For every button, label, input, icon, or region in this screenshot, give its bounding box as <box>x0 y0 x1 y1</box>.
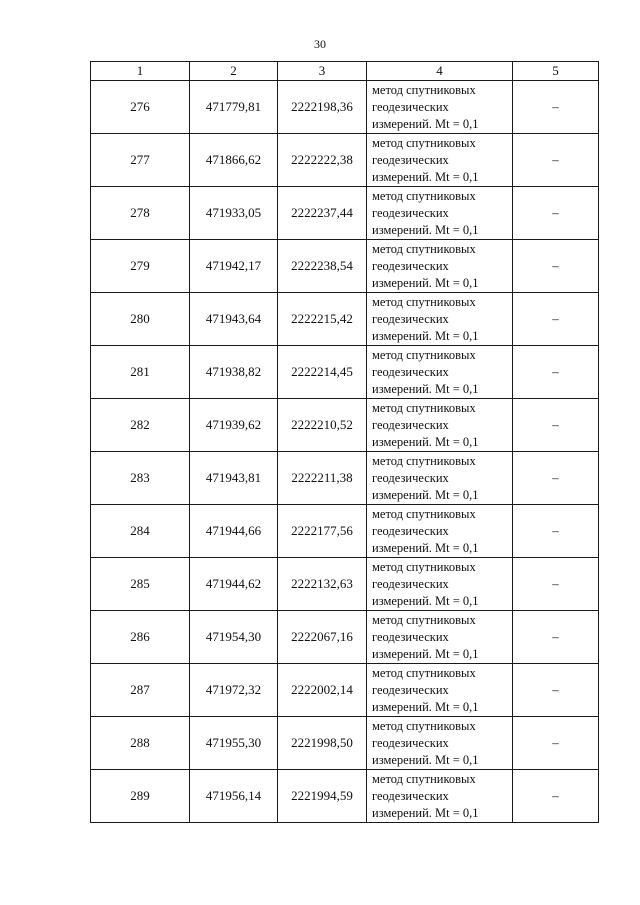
x-coordinate-cell: 471779,81 <box>190 81 278 134</box>
table-row <box>91 558 599 611</box>
x-coordinate-cell: 471943,64 <box>190 293 278 346</box>
method-text-line: метод спутниковых <box>372 559 476 574</box>
method-cell <box>367 134 513 187</box>
method-cell <box>367 770 513 823</box>
method-cell <box>367 558 513 611</box>
table-row <box>91 346 599 399</box>
method-cell <box>367 240 513 293</box>
y-coordinate-cell: 2222198,36 <box>278 81 367 134</box>
method-text-line: измерений. Mt = 0,1 <box>372 593 479 608</box>
header-col-3: 3 <box>278 62 367 81</box>
method-text-line: измерений. Mt = 0,1 <box>372 646 479 661</box>
note-cell: – <box>513 664 599 717</box>
method-text-line: измерений. Mt = 0,1 <box>372 275 479 290</box>
table-row <box>91 81 599 134</box>
point-number-cell: 277 <box>91 134 190 187</box>
method-cell <box>367 187 513 240</box>
note-cell: – <box>513 81 599 134</box>
x-coordinate-cell: 471933,05 <box>190 187 278 240</box>
page-number: 30 <box>314 37 326 51</box>
method-text-line: метод спутниковых <box>372 453 476 468</box>
table-row <box>91 134 599 187</box>
method-text-line: измерений. Mt = 0,1 <box>372 434 479 449</box>
method-cell <box>367 399 513 452</box>
x-coordinate-cell: 471972,32 <box>190 664 278 717</box>
y-coordinate-cell: 2222222,38 <box>278 134 367 187</box>
method-text-line: метод спутниковых <box>372 188 476 203</box>
method-text-line: метод спутниковых <box>372 718 476 733</box>
method-text-line: метод спутниковых <box>372 241 476 256</box>
coordinates-table <box>90 61 599 823</box>
y-coordinate-cell: 2222214,45 <box>278 346 367 399</box>
x-coordinate-cell: 471944,66 <box>190 505 278 558</box>
y-coordinate-cell: 2222215,42 <box>278 293 367 346</box>
x-coordinate-cell: 471939,62 <box>190 399 278 452</box>
y-coordinate-cell: 2222177,56 <box>278 505 367 558</box>
note-cell: – <box>513 240 599 293</box>
table-row <box>91 187 599 240</box>
method-text-line: измерений. Mt = 0,1 <box>372 540 479 555</box>
point-number-cell: 284 <box>91 505 190 558</box>
x-coordinate-cell: 471944,62 <box>190 558 278 611</box>
note-cell: – <box>513 770 599 823</box>
point-number-cell: 286 <box>91 611 190 664</box>
method-cell <box>367 611 513 664</box>
method-text-line: геодезических <box>372 629 449 644</box>
point-number-cell: 279 <box>91 240 190 293</box>
note-cell: – <box>513 452 599 505</box>
note-cell: – <box>513 293 599 346</box>
y-coordinate-cell: 2222002,14 <box>278 664 367 717</box>
header-col-1: 1 <box>91 62 190 81</box>
method-text-line: метод спутниковых <box>372 771 476 786</box>
method-text-line: геодезических <box>372 788 449 803</box>
method-text-line: геодезических <box>372 523 449 538</box>
point-number-cell: 285 <box>91 558 190 611</box>
point-number-cell: 287 <box>91 664 190 717</box>
point-number-cell: 278 <box>91 187 190 240</box>
x-coordinate-cell: 471866,62 <box>190 134 278 187</box>
point-number-cell: 280 <box>91 293 190 346</box>
method-text-line: метод спутниковых <box>372 294 476 309</box>
method-text-line: измерений. Mt = 0,1 <box>372 116 479 131</box>
x-coordinate-cell: 471942,17 <box>190 240 278 293</box>
point-number-cell: 281 <box>91 346 190 399</box>
header-col-2: 2 <box>190 62 278 81</box>
table-row <box>91 240 599 293</box>
method-text-line: метод спутниковых <box>372 665 476 680</box>
method-text-line: измерений. Mt = 0,1 <box>372 752 479 767</box>
note-cell: – <box>513 187 599 240</box>
table-row <box>91 293 599 346</box>
header-col-5: 5 <box>513 62 599 81</box>
table-header <box>91 62 599 81</box>
x-coordinate-cell: 471955,30 <box>190 717 278 770</box>
method-text-line: метод спутниковых <box>372 82 476 97</box>
method-text-line: геодезических <box>372 417 449 432</box>
note-cell: – <box>513 346 599 399</box>
method-text-line: измерений. Mt = 0,1 <box>372 328 479 343</box>
method-cell <box>367 293 513 346</box>
table-row <box>91 664 599 717</box>
y-coordinate-cell: 2222210,52 <box>278 399 367 452</box>
method-text-line: измерений. Mt = 0,1 <box>372 169 479 184</box>
table-row <box>91 611 599 664</box>
point-number-cell: 288 <box>91 717 190 770</box>
y-coordinate-cell: 2222237,44 <box>278 187 367 240</box>
method-text-line: метод спутниковых <box>372 135 476 150</box>
note-cell: – <box>513 505 599 558</box>
y-coordinate-cell: 2222211,38 <box>278 452 367 505</box>
method-cell <box>367 717 513 770</box>
note-cell: – <box>513 558 599 611</box>
method-cell <box>367 664 513 717</box>
method-text-line: измерений. Mt = 0,1 <box>372 699 479 714</box>
method-text-line: измерений. Mt = 0,1 <box>372 222 479 237</box>
note-cell: – <box>513 611 599 664</box>
method-cell <box>367 452 513 505</box>
x-coordinate-cell: 471938,82 <box>190 346 278 399</box>
method-text-line: геодезических <box>372 364 449 379</box>
method-text-line: метод спутниковых <box>372 347 476 362</box>
method-text-line: геодезических <box>372 311 449 326</box>
method-text-line: измерений. Mt = 0,1 <box>372 805 479 820</box>
method-text-line: метод спутниковых <box>372 400 476 415</box>
y-coordinate-cell: 2222132,63 <box>278 558 367 611</box>
table-row <box>91 399 599 452</box>
y-coordinate-cell: 2221998,50 <box>278 717 367 770</box>
table-body <box>91 81 599 823</box>
method-text-line: геодезических <box>372 258 449 273</box>
x-coordinate-cell: 471954,30 <box>190 611 278 664</box>
method-text-line: метод спутниковых <box>372 612 476 627</box>
method-cell <box>367 81 513 134</box>
method-text-line: геодезических <box>372 152 449 167</box>
x-coordinate-cell: 471956,14 <box>190 770 278 823</box>
x-coordinate-cell: 471943,81 <box>190 452 278 505</box>
note-cell: – <box>513 134 599 187</box>
point-number-cell: 289 <box>91 770 190 823</box>
table-row <box>91 505 599 558</box>
method-text-line: измерений. Mt = 0,1 <box>372 487 479 502</box>
y-coordinate-cell: 2221994,59 <box>278 770 367 823</box>
method-text-line: геодезических <box>372 735 449 750</box>
method-text-line: геодезических <box>372 576 449 591</box>
method-text-line: измерений. Mt = 0,1 <box>372 381 479 396</box>
table-row <box>91 717 599 770</box>
table-row <box>91 770 599 823</box>
y-coordinate-cell: 2222067,16 <box>278 611 367 664</box>
note-cell: – <box>513 399 599 452</box>
table-row <box>91 452 599 505</box>
method-text-line: геодезических <box>372 99 449 114</box>
header-row <box>91 62 599 81</box>
y-coordinate-cell: 2222238,54 <box>278 240 367 293</box>
point-number-cell: 282 <box>91 399 190 452</box>
method-cell <box>367 505 513 558</box>
note-cell: – <box>513 717 599 770</box>
method-text-line: метод спутниковых <box>372 506 476 521</box>
method-text-line: геодезических <box>372 682 449 697</box>
method-text-line: геодезических <box>372 470 449 485</box>
point-number-cell: 276 <box>91 81 190 134</box>
method-text-line: геодезических <box>372 205 449 220</box>
header-col-4: 4 <box>367 62 513 81</box>
method-cell <box>367 346 513 399</box>
point-number-cell: 283 <box>91 452 190 505</box>
